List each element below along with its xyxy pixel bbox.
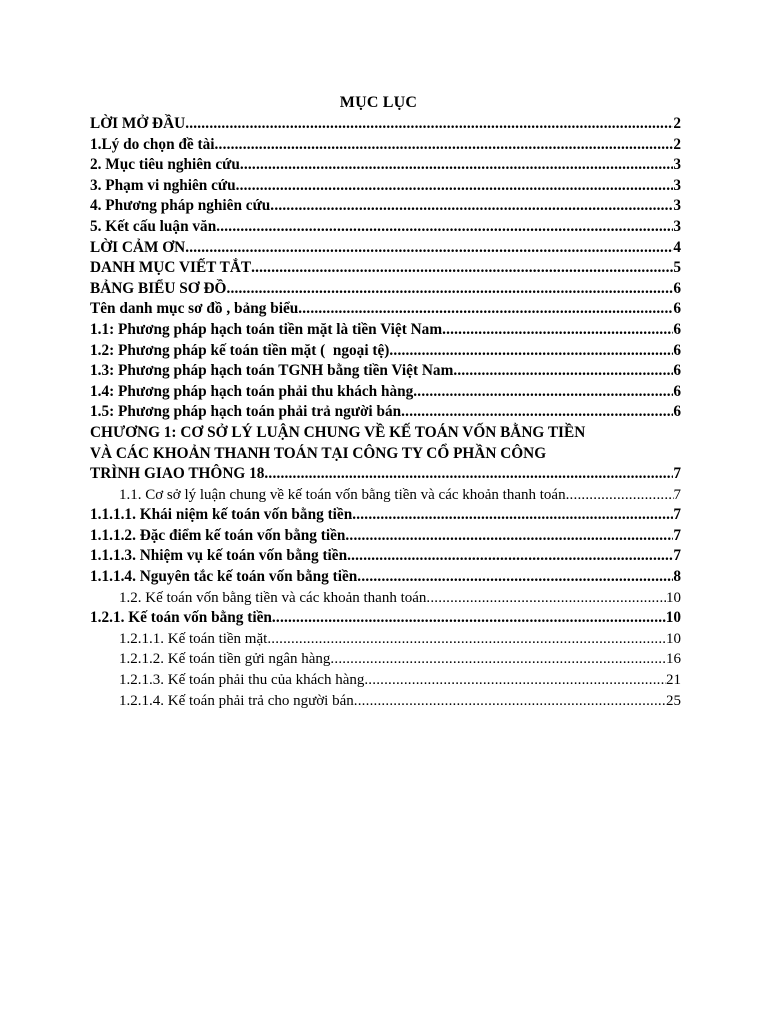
toc-list-front-matter bbox=[90, 114, 681, 423]
toc-entry-label: 1.1.1.1. Khái niệm kế toán vốn bằng tiền bbox=[90, 506, 353, 524]
toc-entry-label: 1.2.1.2. Kế toán tiền gửi ngân hàng bbox=[119, 651, 331, 668]
chapter-heading-line: CHƯƠNG 1: CƠ SỞ LÝ LUẬN CHUNG VỀ KẾ TOÁN VỐN BẰNG TIỀN bbox=[90, 423, 586, 441]
toc-entry-page: 6 bbox=[673, 382, 681, 400]
toc-entry[interactable] bbox=[90, 341, 681, 362]
dot-leader bbox=[389, 341, 673, 362]
toc-entry-label: 1.2.1.1. Kế toán tiền mặt bbox=[119, 630, 268, 647]
toc-entry[interactable] bbox=[90, 382, 681, 403]
toc-entry[interactable] bbox=[90, 155, 681, 176]
toc-entry[interactable] bbox=[90, 649, 681, 670]
toc-entry-label: 1.3: Phương pháp hạch toán TGNH bằng tiền Việt Nam bbox=[90, 362, 454, 380]
toc-entry-label: 1.2.1.4. Kế toán phải trả cho người bán bbox=[119, 692, 354, 709]
toc-entry-page: 25 bbox=[666, 692, 681, 709]
toc-entry-label: 2. Mục tiêu nghiên cứu bbox=[90, 156, 240, 174]
dot-leader bbox=[413, 382, 673, 403]
toc-entry[interactable] bbox=[90, 546, 681, 567]
dot-leader bbox=[185, 238, 673, 259]
toc-entry-label: 3. Phạm vi nghiên cứu bbox=[90, 176, 236, 194]
chapter-heading-line: VÀ CÁC KHOẢN THANH TOÁN TẠI CÔNG TY CỔ PHẦN CÔNG bbox=[90, 444, 547, 462]
toc-entry-page: 7 bbox=[673, 486, 681, 503]
toc-entry-page: 10 bbox=[666, 589, 681, 606]
toc-entry-page: 7 bbox=[673, 526, 681, 544]
toc-entry[interactable] bbox=[90, 485, 681, 506]
toc-entry-label: 5. Kết cấu luận văn bbox=[90, 217, 217, 235]
toc-entry-label: 1.1.1.3. Nhiệm vụ kế toán vốn bằng tiền bbox=[90, 547, 348, 565]
dot-leader bbox=[270, 196, 673, 217]
toc-title: MỤC LỤC bbox=[339, 94, 418, 111]
dot-leader bbox=[357, 567, 673, 588]
toc-entry[interactable] bbox=[90, 258, 681, 279]
toc-entry-page: 4 bbox=[673, 238, 681, 256]
toc-entry-label: LỜI CẢM ƠN bbox=[90, 238, 186, 256]
toc-entry-page: 7 bbox=[673, 547, 681, 565]
toc-entry-page: 21 bbox=[666, 672, 681, 689]
dot-leader bbox=[272, 608, 666, 629]
dot-leader bbox=[352, 505, 673, 526]
toc-entry-label: 1.1: Phương pháp hạch toán tiền mặt là tiền Việt Nam bbox=[90, 320, 443, 338]
toc-entry-label: 1.1. Cơ sở lý luận chung về kế toán vốn bằng tiền và các khoản thanh toán bbox=[119, 486, 566, 503]
toc-entry-page: 10 bbox=[665, 609, 681, 627]
toc-entry-page: 3 bbox=[673, 176, 681, 194]
toc-entry-label: Tên danh mục sơ đồ , bảng biểu bbox=[90, 300, 299, 318]
dot-leader bbox=[240, 155, 674, 176]
dot-leader bbox=[347, 546, 673, 567]
dot-leader bbox=[453, 361, 673, 382]
dot-leader bbox=[401, 402, 673, 423]
dot-leader bbox=[345, 526, 673, 547]
dot-leader bbox=[298, 299, 673, 320]
dot-leader bbox=[426, 588, 666, 609]
toc-entry-label: BẢNG BIỂU SƠ ĐỒ bbox=[90, 279, 227, 297]
toc-entry-label: 1.1.1.4. Nguyên tắc kế toán vốn bằng tiền bbox=[90, 568, 358, 586]
dot-leader bbox=[267, 629, 666, 650]
toc-entry[interactable] bbox=[90, 608, 681, 629]
toc-entry-page: 6 bbox=[673, 279, 681, 297]
toc-entry-label: 1.4: Phương pháp hạch toán phải thu khách hàng bbox=[90, 382, 414, 400]
dot-leader bbox=[330, 649, 666, 670]
toc-entry-page: 16 bbox=[666, 651, 681, 668]
dot-leader bbox=[264, 464, 673, 485]
toc-entry-page: 6 bbox=[673, 403, 681, 421]
toc-entry[interactable] bbox=[90, 588, 681, 609]
toc-entry-label: 4. Phương pháp nghiên cứu bbox=[90, 197, 271, 215]
toc-entry[interactable] bbox=[90, 629, 681, 650]
chapter-heading-last-line bbox=[90, 464, 681, 485]
toc-entry-page: 6 bbox=[673, 362, 681, 380]
dot-leader bbox=[566, 485, 674, 506]
toc-list-chapter-1 bbox=[90, 485, 681, 712]
toc-entry-label: 1.1.1.2. Đặc điểm kế toán vốn bằng tiền bbox=[90, 526, 346, 544]
toc-entry-page: 6 bbox=[673, 341, 681, 359]
dot-leader bbox=[226, 279, 673, 300]
toc-entry-page: 5 bbox=[673, 259, 681, 277]
toc-entry-label: 1.5: Phương pháp hạch toán phải trả người bán bbox=[90, 403, 402, 421]
toc-entry-label: LỜI MỞ ĐẦU bbox=[90, 115, 186, 132]
toc-entry-page: 10 bbox=[666, 630, 681, 647]
toc-entry[interactable] bbox=[90, 691, 681, 712]
toc-entry-label: TRÌNH GIAO THÔNG 18 bbox=[90, 465, 265, 483]
toc-entry-label: 1.Lý do chọn đề tài bbox=[90, 135, 215, 153]
dot-leader bbox=[215, 135, 674, 156]
toc-entry[interactable] bbox=[90, 217, 681, 238]
toc-entry[interactable] bbox=[90, 567, 681, 588]
toc-entry-label: 1.2: Phương pháp kế toán tiền mặt ( ngoại tệ) bbox=[90, 341, 390, 359]
dot-leader bbox=[236, 176, 674, 197]
toc-entry[interactable] bbox=[90, 505, 681, 526]
toc-entry-page: 3 bbox=[673, 156, 681, 174]
dot-leader bbox=[364, 670, 666, 691]
toc-chapter-heading[interactable] bbox=[90, 423, 681, 485]
toc-entry-label: 1.2. Kế toán vốn bằng tiền và các khoản thanh toán bbox=[119, 589, 427, 606]
dot-leader bbox=[251, 258, 673, 279]
toc-entry-label: DANH MỤC VIẾT TẮT bbox=[90, 259, 252, 277]
toc-entry-label: 1.2.1.3. Kế toán phải thu của khách hàng bbox=[119, 672, 365, 689]
toc-entry-page: 6 bbox=[673, 320, 681, 338]
toc-entry[interactable] bbox=[90, 402, 681, 423]
toc-entry-page: 8 bbox=[673, 568, 681, 586]
toc-entry[interactable] bbox=[90, 238, 681, 259]
toc-entry[interactable] bbox=[90, 526, 681, 547]
toc-entry[interactable] bbox=[90, 279, 681, 300]
dot-leader bbox=[354, 691, 666, 712]
toc-entry-page: 2 bbox=[673, 115, 681, 132]
toc-entry[interactable] bbox=[90, 670, 681, 691]
dot-leader bbox=[185, 114, 673, 135]
toc-entry-page: 7 bbox=[673, 506, 681, 524]
toc-entry-page: 2 bbox=[673, 135, 681, 153]
toc-entry-label: 1.2.1. Kế toán vốn bằng tiền bbox=[90, 609, 272, 627]
toc-entry[interactable] bbox=[90, 114, 681, 135]
toc-entry-page: 6 bbox=[673, 300, 681, 318]
toc-entry-page: 3 bbox=[673, 217, 681, 235]
toc-entry[interactable] bbox=[90, 196, 681, 217]
dot-leader bbox=[216, 217, 673, 238]
toc-entry-page: 3 bbox=[673, 197, 681, 215]
toc-entry[interactable] bbox=[90, 176, 681, 197]
toc-entry[interactable] bbox=[90, 135, 681, 156]
toc-entry[interactable] bbox=[90, 361, 681, 382]
toc-entry[interactable] bbox=[90, 299, 681, 320]
dot-leader bbox=[442, 320, 673, 341]
toc-entry-page: 7 bbox=[673, 465, 681, 483]
table-of-contents bbox=[90, 92, 681, 711]
toc-entry[interactable] bbox=[90, 320, 681, 341]
